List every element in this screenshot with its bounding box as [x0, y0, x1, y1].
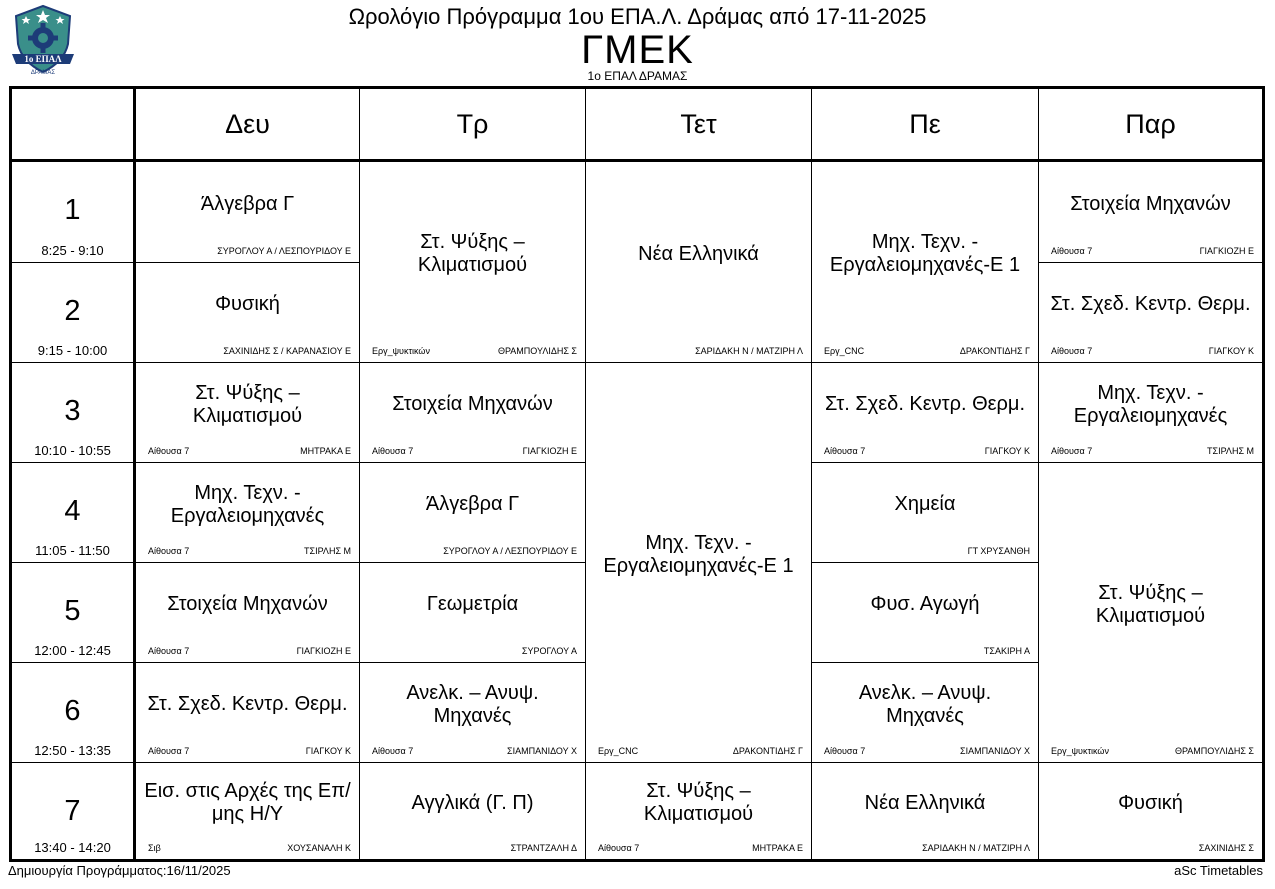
lesson-teacher: ΓΙΑΓΚΟΥ Κ: [984, 446, 1030, 456]
period-number: 6: [64, 695, 81, 727]
day-header: Τετ: [585, 86, 811, 162]
lesson-teacher: ΘΡΑΜΠΟΥΛΙΔΗΣ Σ: [1174, 746, 1254, 756]
lesson-room: Εργ_CNC: [824, 346, 865, 356]
school-name: 1ο ΕΠΑΛ ΔΡΑΜΑΣ: [587, 69, 688, 83]
lesson-subject: Μηχ. Τεχν. - Εργαλειομηχανές-Ε 1: [829, 231, 1021, 276]
lesson-subject: Φυσική: [215, 293, 280, 315]
lesson-room: Αίθουσα 7: [148, 446, 190, 456]
corner-cell: [9, 86, 133, 162]
lesson-teacher: ΜΗΤΡΑΚΑ Ε: [300, 446, 351, 456]
lesson-card: [1038, 363, 1265, 463]
lesson-subject: Φυσ. Αγωγή: [870, 593, 980, 615]
lesson-card: [359, 663, 585, 763]
period-cell: [9, 563, 133, 663]
lesson-card: [359, 763, 585, 862]
period-cell: [9, 363, 133, 463]
lesson-teacher: ΓΙΑΓΚΟΥ Κ: [305, 746, 351, 756]
period-time: 8:25 - 9:10: [41, 243, 104, 258]
day-header: Παρ: [1038, 86, 1265, 162]
lesson-teacher: ΓΙΑΓΚΟΥ Κ: [1208, 346, 1254, 356]
logo-subtext: ΔΡΑΜΑΣ: [30, 70, 56, 76]
lesson-room: Αίθουσα 7: [824, 746, 866, 756]
lesson-room: Αίθουσα 7: [148, 646, 190, 656]
lesson-subject: Ανελκ. – Ανυψ. Μηχανές: [858, 681, 992, 727]
lesson-teacher: ΧΟΥΣΑΝΑΛΗ Κ: [287, 843, 351, 853]
lesson-teacher: ΣΑΧΙΝΙΔΗΣ Σ: [1198, 843, 1254, 853]
lesson-teacher: ΓΙΑΓΚΙΟΖΗ Ε: [296, 646, 351, 656]
created-date: Δημιουργία Προγράμματος:16/11/2025: [8, 863, 231, 878]
period-time: 13:40 - 14:20: [34, 840, 111, 855]
period-time: 10:10 - 10:55: [34, 443, 111, 458]
lesson-teacher: ΣΑΡΙΔΑΚΗ Ν / ΜΑΤΖΙΡΗ Λ: [695, 346, 803, 356]
day-header: Τρ: [359, 86, 585, 162]
lesson-subject: Στ. Σχεδ. Κεντρ. Θερμ.: [1050, 293, 1251, 315]
lesson-room: Αίθουσα 7: [372, 746, 414, 756]
logo-text: 1ο ΕΠΑΛ: [24, 54, 62, 64]
lesson-card: [811, 563, 1038, 663]
lesson-subject: Στοιχεία Μηχανών: [392, 393, 553, 415]
lesson-card: [811, 763, 1038, 862]
lesson-card: [133, 563, 359, 663]
lesson-card: [133, 162, 359, 263]
lesson-subject: Στ. Σχεδ. Κεντρ. Θερμ.: [824, 393, 1026, 415]
lesson-teacher: ΣΥΡΟΓΛΟΥ Α / ΛΕΣΠΟΥΡΙΔΟΥ Ε: [443, 546, 577, 556]
lesson-room: Αίθουσα 7: [598, 843, 640, 853]
lesson-room: Εργ_ψυκτικών: [372, 346, 430, 356]
lesson-subject: Μηχ. Τεχν. - Εργαλειομηχανές: [170, 481, 325, 527]
lesson-teacher: ΜΗΤΡΑΚΑ Ε: [752, 843, 803, 853]
lesson-card: [811, 363, 1038, 463]
lesson-teacher: ΓΙΑΓΚΙΟΖΗ Ε: [1199, 246, 1254, 256]
lesson-card: [585, 363, 811, 763]
lesson-card: [585, 763, 811, 862]
period-cell: [9, 263, 133, 363]
lesson-card: [133, 663, 359, 763]
lesson-card: [359, 463, 585, 563]
period-cell: [9, 463, 133, 563]
lesson-subject: Εισ. στις Αρχές της Επ/μης Η/Υ: [144, 780, 351, 825]
lesson-room: Αίθουσα 7: [1051, 246, 1093, 256]
lesson-room: Αίθουσα 7: [1051, 346, 1093, 356]
lesson-room: Αίθουσα 7: [148, 746, 190, 756]
period-time: 12:50 - 13:35: [34, 743, 111, 758]
class-name: ΓΜΕΚ: [581, 28, 694, 72]
lesson-card: [1038, 162, 1265, 263]
lesson-subject: Στ. Ψύξης – Κλιματισμού: [417, 231, 528, 276]
lesson-subject: Άλγεβρα Γ: [425, 493, 520, 515]
period-number: 2: [64, 295, 81, 327]
lesson-teacher: ΣΤΡΑΝΤΖΑΛΗ Δ: [510, 843, 577, 853]
lesson-subject: Φυσική: [1118, 791, 1183, 814]
period-number: 5: [64, 595, 81, 627]
lesson-subject: Νέα Ελληνικά: [638, 242, 759, 265]
lesson-subject: Νέα Ελληνικά: [864, 791, 986, 814]
period-cell: [9, 763, 133, 862]
period-time: 11:05 - 11:50: [35, 543, 110, 558]
lesson-room: Σιβ: [148, 843, 161, 853]
lesson-card: [359, 363, 585, 463]
lesson-subject: Στοιχεία Μηχανών: [1070, 192, 1231, 215]
lesson-teacher: ΣΥΡΟΓΛΟΥ Α: [521, 646, 577, 656]
lesson-card: [1038, 463, 1265, 763]
lesson-card: [359, 563, 585, 663]
lesson-teacher: ΔΡΑΚΟΝΤΙΔΗΣ Γ: [959, 346, 1030, 356]
period-time: 12:00 - 12:45: [34, 643, 111, 658]
lesson-subject: Στ. Ψύξης – Κλιματισμού: [643, 780, 754, 825]
lesson-card: [133, 463, 359, 563]
day-header: Πε: [811, 86, 1038, 162]
lesson-teacher: ΣΑΡΙΔΑΚΗ Ν / ΜΑΤΖΙΡΗ Λ: [922, 843, 1030, 853]
lesson-teacher: ΤΣΙΡΛΗΣ Μ: [304, 546, 351, 556]
generator-credit: aSc Timetables: [1174, 863, 1263, 878]
period-number: 7: [64, 795, 81, 827]
lesson-subject: Ανελκ. – Ανυψ. Μηχανές: [406, 681, 539, 727]
lesson-card: [359, 162, 585, 363]
lesson-subject: Στοιχεία Μηχανών: [167, 593, 328, 615]
lesson-teacher: ΓΤ ΧΡΥΣΑΝΘΗ: [967, 546, 1030, 556]
lesson-subject: Χημεία: [894, 493, 956, 515]
lesson-teacher: ΘΡΑΜΠΟΥΛΙΔΗΣ Σ: [497, 346, 577, 356]
lesson-subject: Στ. Ψύξης – Κλιματισμού: [1095, 581, 1206, 627]
lesson-card: [811, 162, 1038, 363]
lesson-room: Εργ_ψυκτικών: [1051, 746, 1109, 756]
lesson-card: [133, 763, 359, 862]
lesson-room: Εργ_CNC: [598, 746, 639, 756]
lesson-teacher: ΣΙΑΜΠΑΝΙΔΟΥ Χ: [507, 746, 577, 756]
lesson-teacher: ΣΥΡΟΓΛΟΥ Α / ΛΕΣΠΟΥΡΙΔΟΥ Ε: [217, 246, 351, 256]
period-cell: [9, 162, 133, 263]
period-number: 1: [64, 194, 81, 226]
lesson-card: [133, 363, 359, 463]
lesson-subject: Γεωμετρία: [426, 593, 519, 615]
lesson-teacher: ΔΡΑΚΟΝΤΙΔΗΣ Γ: [732, 746, 803, 756]
lesson-subject: Μηχ. Τεχν. - Εργαλειομηχανές-Ε 1: [603, 531, 794, 577]
lesson-subject: Στ. Σχεδ. Κεντρ. Θερμ.: [147, 693, 348, 715]
lesson-subject: Μηχ. Τεχν. - Εργαλειομηχανές: [1073, 381, 1228, 427]
lesson-teacher: ΤΣΙΡΛΗΣ Μ: [1207, 446, 1254, 456]
lesson-card: [1038, 763, 1265, 862]
lesson-card: [585, 162, 811, 363]
day-header: Δευ: [133, 86, 359, 162]
lesson-card: [1038, 263, 1265, 363]
page-title: Ωρολόγιο Πρόγραμμα 1ου ΕΠΑ.Λ. Δράμας από 17-11-2025: [348, 4, 927, 29]
period-time: 9:15 - 10:00: [37, 343, 108, 358]
lesson-room: Αίθουσα 7: [372, 446, 414, 456]
lesson-card: [133, 263, 359, 363]
period-number: 3: [64, 395, 81, 427]
lesson-room: Αίθουσα 7: [148, 546, 190, 556]
period-number: 4: [64, 495, 81, 527]
lesson-teacher: ΤΣΑΚΙΡΗ Α: [983, 646, 1030, 656]
period-cell: [9, 663, 133, 763]
lesson-subject: Άλγεβρα Γ: [200, 192, 295, 215]
lesson-card: [811, 663, 1038, 763]
lesson-subject: Αγγλικά (Γ. Π): [411, 791, 534, 814]
lesson-teacher: ΣΙΑΜΠΑΝΙΔΟΥ Χ: [960, 746, 1030, 756]
lesson-teacher: ΓΙΑΓΚΙΟΖΗ Ε: [522, 446, 577, 456]
lesson-room: Αίθουσα 7: [1051, 446, 1093, 456]
lesson-card: [811, 463, 1038, 563]
lesson-room: Αίθουσα 7: [824, 446, 866, 456]
lesson-teacher: ΣΑΧΙΝΙΔΗΣ Σ / ΚΑΡΑΝΑΣΙΟΥ Ε: [223, 346, 351, 356]
lesson-subject: Στ. Ψύξης – Κλιματισμού: [192, 381, 303, 427]
